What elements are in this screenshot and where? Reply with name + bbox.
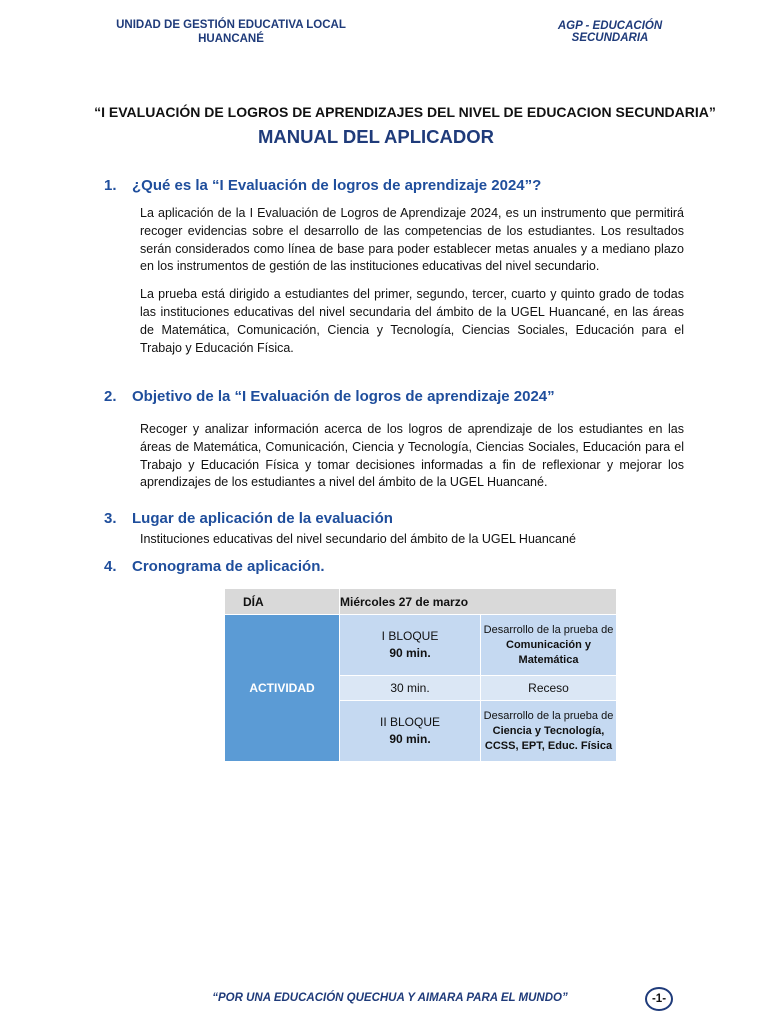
schedule-table: [224, 588, 617, 762]
table-header-row: [225, 589, 617, 615]
paragraph: La prueba está dirigido a estudiantes del primer, segundo, tercer, cuarto y quinto grado de todas las instituciones educativas del nivel secundaria del ámbito de la UGEL Huancané, en las áreas de Matemática, Comunicación, Ciencia y Tecnología, Ciencias Sociales, Educación para el Trabajo y Educación Física.: [140, 287, 684, 355]
description-subjects: Ciencia y Tecnología, CCSS, EPT, Educ. Física: [484, 724, 613, 752]
description-cell: [481, 615, 617, 676]
block-duration: 90 min.: [389, 732, 431, 746]
section-number: 4.: [104, 558, 117, 575]
block-name: II BLOQUE: [379, 715, 441, 729]
section-title: Lugar de aplicación de la evaluación: [132, 510, 393, 527]
activity-label: ACTIVIDAD: [225, 615, 340, 762]
description-cell: [481, 676, 617, 701]
section-3: [104, 509, 684, 549]
section-4: [104, 557, 684, 577]
block-cell: [340, 701, 481, 762]
block-name: I BLOQUE: [381, 629, 439, 643]
paragraph: La aplicación de la I Evaluación de Logros de Aprendizaje 2024, es un instrumento que permitirá recoger evidencias sobre el desarrollo de las competencias de los estudiantes. Los resultados serán considerados como línea de base para poder establecer metas anuales y a mediano plazo en los instrumentos de gestión de las instituciones educativas del nivel secundario.: [140, 206, 684, 274]
description-subjects: Comunicación y Matemática: [506, 638, 591, 666]
day-label: DÍA: [225, 589, 340, 615]
block-cell: [340, 615, 481, 676]
description-cell: [481, 701, 617, 762]
page-number: -1-: [645, 987, 673, 1011]
institution-location: HUANCANÉ: [198, 33, 264, 45]
section-2: [104, 387, 684, 492]
paragraph: Recoger y analizar información acerca de los logros de aprendizaje de los estudiantes en las áreas de Matemática, Comunicación, Ciencia y Tecnología, Ciencias Sociales, Educación para el Trabajo y Educación Física y tomar decisiones informadas a fin de reflexionar y mejorar los aprendizajes de los estudiantes a nivel del ámbito de la UGEL Huancané.: [140, 422, 684, 490]
section-heading: [104, 557, 684, 577]
section-number: 2.: [104, 388, 117, 405]
block-duration: 30 min.: [390, 681, 430, 695]
block-cell: [340, 676, 481, 701]
section-heading: [104, 509, 684, 529]
date-cell: Miércoles 27 de marzo: [340, 589, 617, 615]
document-subtitle: MANUAL DEL APLICADOR: [257, 126, 495, 147]
section-heading: [104, 176, 684, 196]
section-title: Cronograma de aplicación.: [132, 558, 325, 575]
table-row: [225, 615, 617, 676]
section-title: Objetivo de la “I Evaluación de logros de aprendizaje 2024”: [132, 388, 555, 405]
description-text: Desarrollo de la prueba de: [483, 623, 614, 636]
document-title: “I EVALUACIÓN DE LOGROS DE APRENDIZAJES DEL NIVEL DE EDUCACION SECUNDARIA”: [94, 104, 716, 120]
section-number: 1.: [104, 177, 117, 194]
institution-name: UNIDAD DE GESTIÓN EDUCATIVA LOCAL: [116, 19, 346, 31]
description-text: Desarrollo de la prueba de: [483, 709, 614, 722]
department-header: AGP - EDUCACIÓN SECUNDARIA: [557, 20, 663, 44]
section-heading: [104, 387, 684, 407]
institution-header: [96, 18, 366, 46]
footer-motto: “POR UNA EDUCACIÓN QUECHUA Y AIMARA PARA EL MUNDO”: [212, 992, 568, 1004]
description-text: Receso: [528, 681, 569, 695]
section-title: ¿Qué es la “I Evaluación de logros de aprendizaje 2024”?: [132, 177, 542, 194]
section-number: 3.: [104, 510, 117, 527]
section-1: [104, 176, 684, 357]
block-duration: 90 min.: [389, 646, 431, 660]
paragraph: Instituciones educativas del nivel secundario del ámbito de la UGEL Huancané: [140, 532, 576, 546]
